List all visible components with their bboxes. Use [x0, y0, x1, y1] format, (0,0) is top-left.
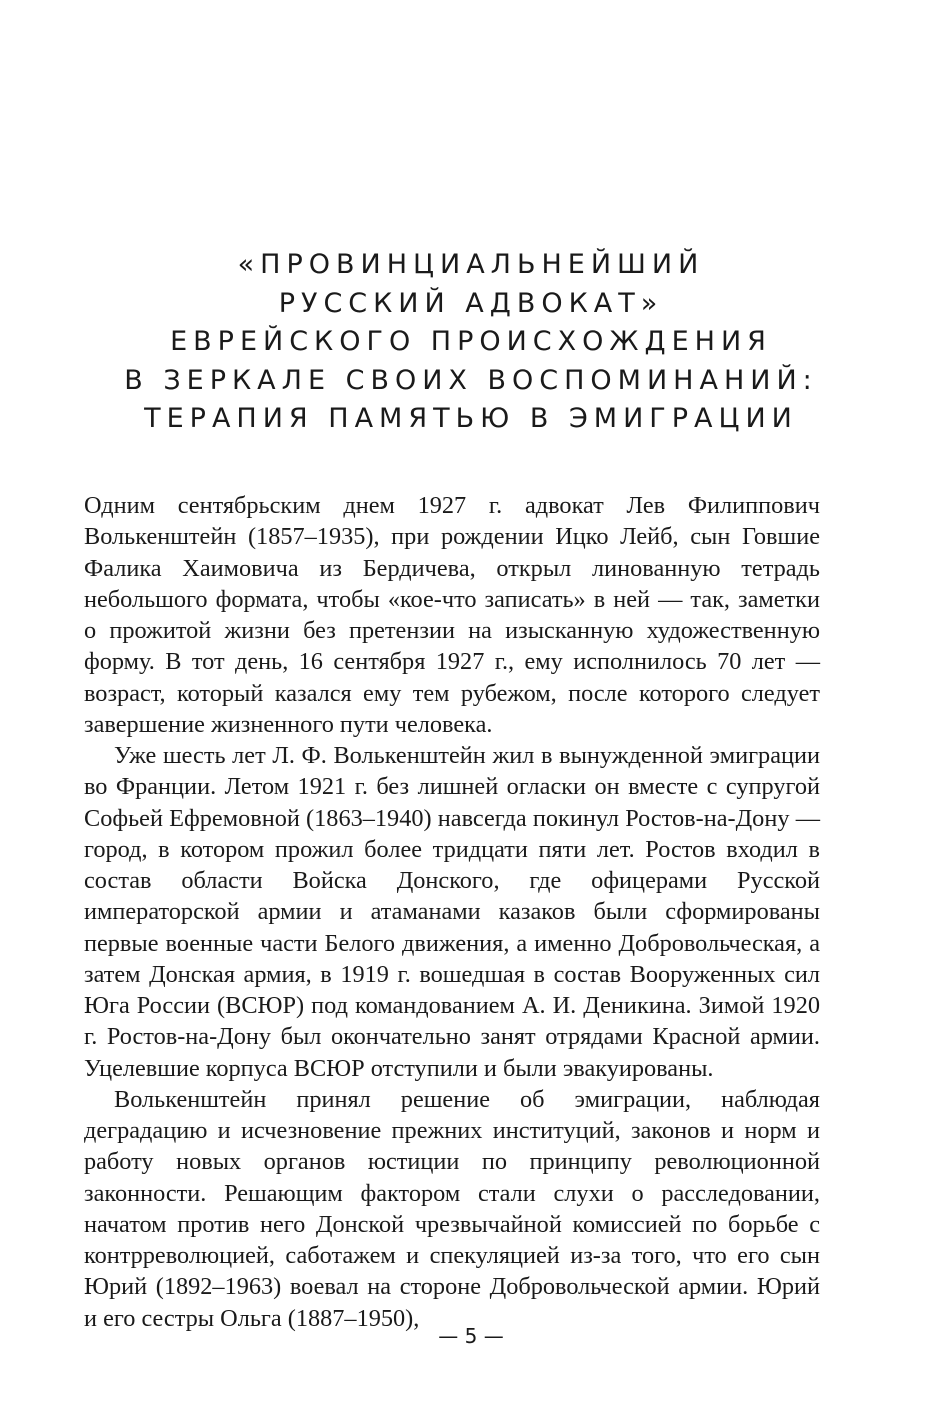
paragraph-1: Одним сентябрьским днем 1927 г. адвокат Лев Филиппович Волькенштейн (1857–1935), при рождении Ицко Лейб, сын Говшие Фалика Хаимовича из Бердичева, открыл линованную тетрадь небольшого формата, чтобы «кое-что записать» в ней — так, заметки о прожитой жизни без претензии на изысканную художественную форму. В тот день, 16 сентября 1927 г., ему исполнилось 70 лет — возраст, который казался ему тем рубежом, после которого следует завершение жизненного пути человека.: [84, 492, 820, 738]
chapter-title-line-3: ЕВРЕЙСКОГО ПРОИСХОЖДЕНИЯ: [170, 326, 772, 357]
page-number: — 5 —: [438, 1324, 504, 1348]
paragraph-3: Волькенштейн принял решение об эмиграции, наблюдая деградацию и исчезновение прежних институций, законов и норм и работу новых органов юстиции по принципу революционной законности. Решающим фактором стали слухи о расследовании, начатом против него Донской чрезвычайной комиссией по борьбе с контрреволюцией, саботажем и спекуляцией из-за того, что его сын Юрий (1892–1963) воевал на стороне Добровольческой армии. Юрий и его сестры Ольга (1887–1950),: [84, 1085, 820, 1332]
chapter-title-line-4: В ЗЕРКАЛЕ СВОИХ ВОСПОМИНАНИЙ:: [124, 364, 818, 396]
chapter-title: [0, 246, 942, 439]
chapter-title-line-5: ТЕРАПИЯ ПАМЯТЬЮ В ЭМИГРАЦИИ: [144, 403, 798, 434]
chapter-title-line-2: РУССКИЙ АДВОКАТ»: [278, 287, 664, 319]
paragraph-2: Уже шесть лет Л. Ф. Волькенштейн жил в вынужденной эмиграции во Франции. Летом 1921 г. без лишней огласки он вместе с супругой Софьей Ефремовной (1863–1940) навсегда покинул Ростов-на-Дону — город, в котором прожил более тридцати пяти лет. Ростов входил в состав области Войска Донского, где офицерами Русской императорской армии и атаманами казаков были сформированы первые военные части Белого движения, а именно Добровольческая, а затем Донская армия, в 1919 г. вошедшая в состав Вооруженных сил Юга России (ВСЮР) под командованием А. И. Деникина. Зимой 1920 г. Ростов-на-Дону был окончательно занят отрядами Красной армии. Уцелевшие корпуса ВСЮР отступили и были эвакуированы.: [84, 742, 820, 1082]
body-text: [84, 490, 820, 1334]
chapter-title-line-1: «ПРОВИНЦИАЛЬНЕЙШИЙ: [237, 249, 705, 280]
